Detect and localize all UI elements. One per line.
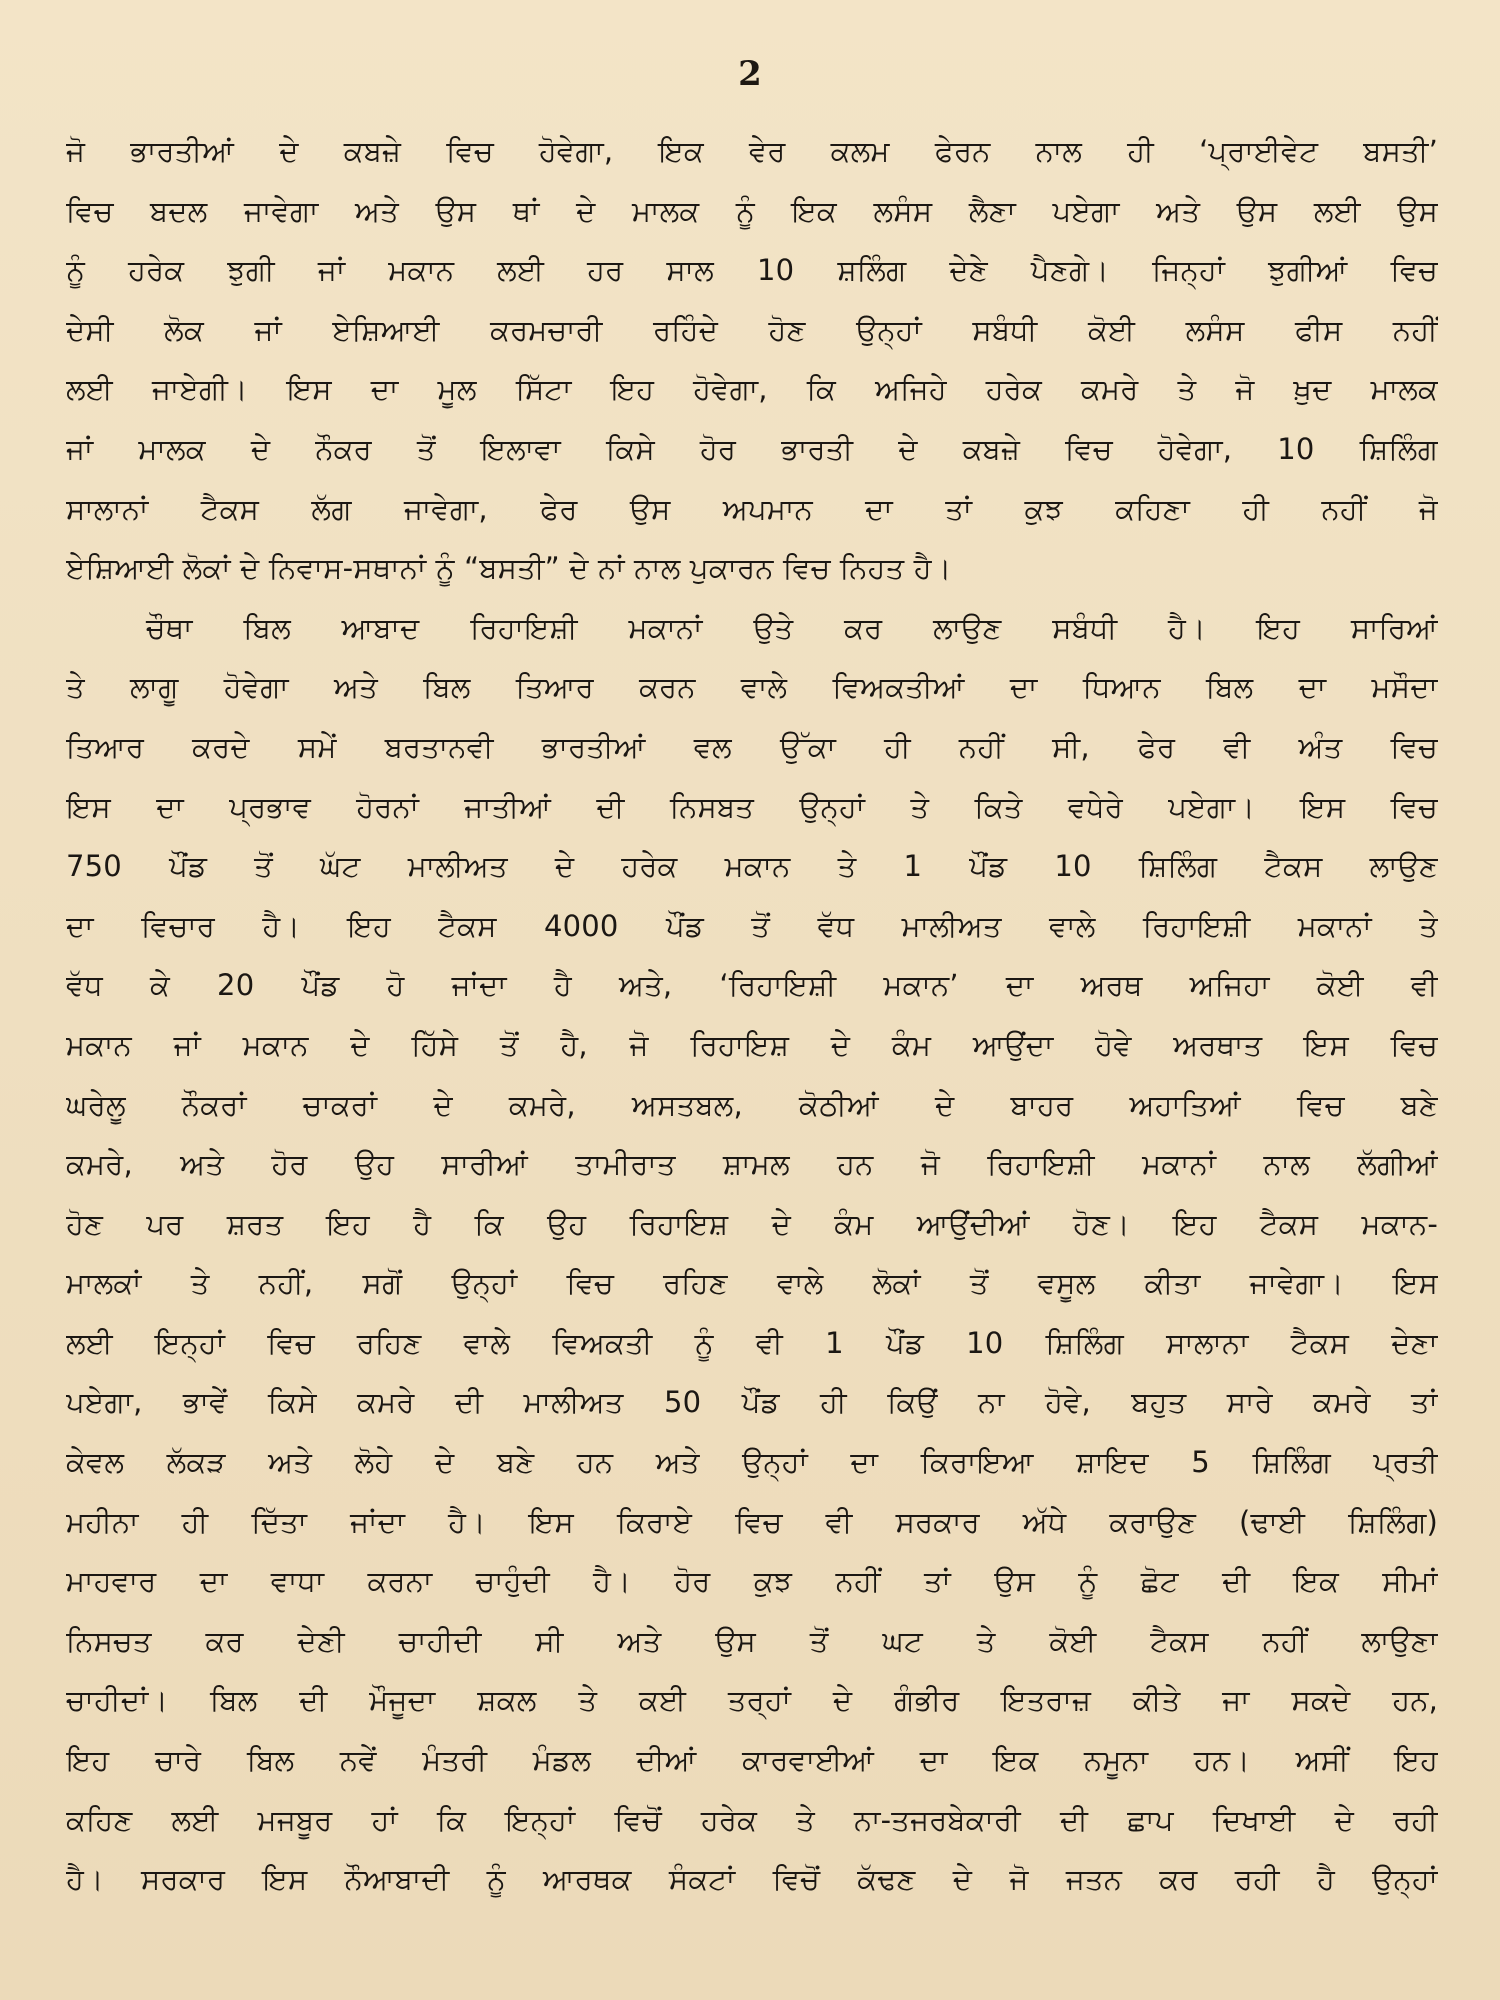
text-line: ਚਾਹੀਦਾਂ। ਬਿਲ ਦੀ ਮੌਜੂਦਾ ਸ਼ਕਲ ਤੇ ਕਈ ਤਰ੍ਹਾਂ ਦੇ ਗੰਭੀਰ ਇਤਰਾਜ਼ ਕੀਤੇ ਜਾ ਸਕਦੇ ਹਨ,: [66, 1683, 1438, 1718]
text-line: ਹੈ। ਸਰਕਾਰ ਇਸ ਨੌਆਬਾਦੀ ਨੂੰ ਆਰਥਕ ਸੰਕਟਾਂ ਵਿਚੋਂ ਕੱਢਣ ਦੇ ਜੋ ਜਤਨ ਕਰ ਰਹੀ ਹੈ ਉਨ੍ਹਾਂ: [66, 1862, 1438, 1897]
text-line: ਪਏਗਾ, ਭਾਵੇਂ ਕਿਸੇ ਕਮਰੇ ਦੀ ਮਾਲੀਅਤ 50 ਪੌਂਡ ਹੀ ਕਿਉਂ ਨਾ ਹੋਵੇ, ਬਹੁਤ ਸਾਰੇ ਕਮਰੇ ਤਾਂ: [66, 1385, 1438, 1420]
text-line: ਦੇਸੀ ਲੋਕ ਜਾਂ ਏਸ਼ਿਆਈ ਕਰਮਚਾਰੀ ਰਹਿੰਦੇ ਹੋਣ ਉਨ੍ਹਾਂ ਸਬੰਧੀ ਕੋਈ ਲਸੰਸ ਫੀਸ ਨਹੀਂ: [66, 312, 1438, 347]
paragraph-first-line: ਚੌਥਾ ਬਿਲ ਆਬਾਦ ਰਿਹਾਇਸ਼ੀ ਮਕਾਨਾਂ ਉਤੇ ਕਰ ਲਾਉਣ ਸਬੰਧੀ ਹੈ। ਇਹ ਸਾਰਿਆਂ: [146, 610, 1438, 645]
page-number: 2: [738, 54, 762, 94]
text-line: ਤੇ ਲਾਗੂ ਹੋਵੇਗਾ ਅਤੇ ਬਿਲ ਤਿਆਰ ਕਰਨ ਵਾਲੇ ਵਿਅਕਤੀਆਂ ਦਾ ਧਿਆਨ ਬਿਲ ਦਾ ਮਸੌਦਾ: [66, 670, 1438, 705]
text-line: ਕੇਵਲ ਲੱਕੜ ਅਤੇ ਲੋਹੇ ਦੇ ਬਣੇ ਹਨ ਅਤੇ ਉਨ੍ਹਾਂ ਦਾ ਕਿਰਾਇਆ ਸ਼ਾਇਦ 5 ਸ਼ਿਲਿੰਗ ਪ੍ਰਤੀ: [66, 1445, 1438, 1480]
text-line: ਘਰੇਲੂ ਨੌਕਰਾਂ ਚਾਕਰਾਂ ਦੇ ਕਮਰੇ, ਅਸਤਬਲ, ਕੋਠੀਆਂ ਦੇ ਬਾਹਰ ਅਹਾਤਿਆਂ ਵਿਚ ਬਣੇ: [66, 1087, 1438, 1122]
text-line: ਇਹ ਚਾਰੇ ਬਿਲ ਨਵੇਂ ਮੰਤਰੀ ਮੰਡਲ ਦੀਆਂ ਕਾਰਵਾਈਆਂ ਦਾ ਇਕ ਨਮੂਨਾ ਹਨ। ਅਸੀਂ ਇਹ: [66, 1743, 1438, 1778]
body-text: [66, 122, 1438, 1910]
text-line: ਮਕਾਨ ਜਾਂ ਮਕਾਨ ਦੇ ਹਿੱਸੇ ਤੋਂ ਹੈ, ਜੋ ਰਿਹਾਇਸ਼ ਦੇ ਕੰਮ ਆਉਂਦਾ ਹੋਵੇ ਅਰਥਾਤ ਇਸ ਵਿਚ: [66, 1027, 1438, 1062]
text-line: ਜਾਂ ਮਾਲਕ ਦੇ ਨੌਕਰ ਤੋਂ ਇਲਾਵਾ ਕਿਸੇ ਹੋਰ ਭਾਰਤੀ ਦੇ ਕਬਜ਼ੇ ਵਿਚ ਹੋਵੇਗਾ, 10 ਸ਼ਿਲਿੰਗ: [66, 431, 1438, 466]
text-line: ਇਸ ਦਾ ਪ੍ਰਭਾਵ ਹੋਰਨਾਂ ਜਾਤੀਆਂ ਦੀ ਨਿਸਬਤ ਉਨ੍ਹਾਂ ਤੇ ਕਿਤੇ ਵਧੇਰੇ ਪਏਗਾ। ਇਸ ਵਿਚ: [66, 789, 1438, 824]
text-line: ਮਾਹਵਾਰ ਦਾ ਵਾਧਾ ਕਰਨਾ ਚਾਹੁੰਦੀ ਹੈ। ਹੋਰ ਕੁਝ ਨਹੀਂ ਤਾਂ ਉਸ ਨੂੰ ਛੋਟ ਦੀ ਇਕ ਸੀਮਾਂ: [66, 1564, 1438, 1599]
text-line: ਨੂੰ ਹਰੇਕ ਝੁਗੀ ਜਾਂ ਮਕਾਨ ਲਈ ਹਰ ਸਾਲ 10 ਸ਼ਲਿੰਗ ਦੇਣੇ ਪੈਣਗੇ। ਜਿਨ੍ਹਾਂ ਝੁਗੀਆਂ ਵਿਚ: [66, 253, 1438, 288]
text-line: ਏਸ਼ਿਆਈ ਲੋਕਾਂ ਦੇ ਨਿਵਾਸ-ਸਥਾਨਾਂ ਨੂੰ “ਬਸਤੀ” ਦੇ ਨਾਂ ਨਾਲ ਪੁਕਾਰਨ ਵਿਚ ਨਿਹਤ ਹੈ।: [66, 551, 952, 586]
text-line: ਵਿਚ ਬਦਲ ਜਾਵੇਗਾ ਅਤੇ ਉਸ ਥਾਂ ਦੇ ਮਾਲਕ ਨੂੰ ਇਕ ਲਸੰਸ ਲੈਣਾ ਪਏਗਾ ਅਤੇ ਉਸ ਲਈ ਉਸ: [66, 193, 1438, 228]
text-line: ਤਿਆਰ ਕਰਦੇ ਸਮੇਂ ਬਰਤਾਨਵੀ ਭਾਰਤੀਆਂ ਵਲ ਉੱਕਾ ਹੀ ਨਹੀਂ ਸੀ, ਫੇਰ ਵੀ ਅੰਤ ਵਿਚ: [66, 729, 1438, 764]
text-line: ਕਹਿਣ ਲਈ ਮਜਬੂਰ ਹਾਂ ਕਿ ਇਨ੍ਹਾਂ ਵਿਚੋਂ ਹਰੇਕ ਤੇ ਨਾ-ਤਜਰਬੇਕਾਰੀ ਦੀ ਛਾਪ ਦਿਖਾਈ ਦੇ ਰਹੀ: [66, 1802, 1438, 1837]
text-line: ਨਿਸਚਤ ਕਰ ਦੇਣੀ ਚਾਹੀਦੀ ਸੀ ਅਤੇ ਉਸ ਤੋਂ ਘਟ ਤੇ ਕੋਈ ਟੈਕਸ ਨਹੀਂ ਲਾਉਣਾ: [66, 1623, 1438, 1658]
text-line: ਦਾ ਵਿਚਾਰ ਹੈ। ਇਹ ਟੈਕਸ 4000 ਪੌਂਡ ਤੋਂ ਵੱਧ ਮਾਲੀਅਤ ਵਾਲੇ ਰਿਹਾਇਸ਼ੀ ਮਕਾਨਾਂ ਤੇ: [66, 908, 1438, 943]
text-line: ਹੋਣ ਪਰ ਸ਼ਰਤ ਇਹ ਹੈ ਕਿ ਉਹ ਰਿਹਾਇਸ਼ ਦੇ ਕੰਮ ਆਉਂਦੀਆਂ ਹੋਣ। ਇਹ ਟੈਕਸ ਮਕਾਨ-: [66, 1206, 1438, 1241]
text-line: ਲਈ ਇਨ੍ਹਾਂ ਵਿਚ ਰਹਿਣ ਵਾਲੇ ਵਿਅਕਤੀ ਨੂੰ ਵੀ 1 ਪੌਂਡ 10 ਸ਼ਿਲਿੰਗ ਸਾਲਾਨਾ ਟੈਕਸ ਦੇਣਾ: [66, 1325, 1438, 1360]
text-line: ਜੋ ਭਾਰਤੀਆਂ ਦੇ ਕਬਜ਼ੇ ਵਿਚ ਹੋਵੇਗਾ, ਇਕ ਵੇਰ ਕਲਮ ਫੇਰਨ ਨਾਲ ਹੀ ‘ਪ੍ਰਾਈਵੇਟ ਬਸਤੀ’: [66, 134, 1438, 168]
text-line: ਕਮਰੇ, ਅਤੇ ਹੋਰ ਉਹ ਸਾਰੀਆਂ ਤਾਮੀਰਾਤ ਸ਼ਾਮਲ ਹਨ ਜੋ ਰਿਹਾਇਸ਼ੀ ਮਕਾਨਾਂ ਨਾਲ ਲੱਗੀਆਂ: [66, 1147, 1438, 1182]
text-line: ਵੱਧ ਕੇ 20 ਪੌਂਡ ਹੋ ਜਾਂਦਾ ਹੈ ਅਤੇ, ‘ਰਿਹਾਇਸ਼ੀ ਮਕਾਨ’ ਦਾ ਅਰਥ ਅਜਿਹਾ ਕੋਈ ਵੀ: [66, 968, 1438, 1003]
text-line: 750 ਪੌਂਡ ਤੋਂ ਘੱਟ ਮਾਲੀਅਤ ਦੇ ਹਰੇਕ ਮਕਾਨ ਤੇ 1 ਪੌਂਡ 10 ਸ਼ਿਲਿੰਗ ਟੈਕਸ ਲਾਉਣ: [66, 849, 1438, 884]
text-line: ਸਾਲਾਨਾਂ ਟੈਕਸ ਲੱਗ ਜਾਵੇਗਾ, ਫੇਰ ਉਸ ਅਪਮਾਨ ਦਾ ਤਾਂ ਕੁਝ ਕਹਿਣਾ ਹੀ ਨਹੀਂ ਜੋ: [66, 491, 1438, 526]
text-line: ਲਈ ਜਾਏਗੀ। ਇਸ ਦਾ ਮੂਲ ਸਿੱਟਾ ਇਹ ਹੋਵੇਗਾ, ਕਿ ਅਜਿਹੇ ਹਰੇਕ ਕਮਰੇ ਤੇ ਜੋ ਖ਼ੁਦ ਮਾਲਕ: [66, 372, 1438, 407]
text-line: ਮਹੀਨਾ ਹੀ ਦਿੱਤਾ ਜਾਂਦਾ ਹੈ। ਇਸ ਕਿਰਾਏ ਵਿਚ ਵੀ ਸਰਕਾਰ ਅੱਧੇ ਕਰਾਉਣ (ਢਾਈ ਸ਼ਿਲਿੰਗ): [66, 1504, 1438, 1539]
text-line: ਮਾਲਕਾਂ ਤੇ ਨਹੀਂ, ਸਗੋਂ ਉਨ੍ਹਾਂ ਵਿਚ ਰਹਿਣ ਵਾਲੇ ਲੋਕਾਂ ਤੋਂ ਵਸੂਲ ਕੀਤਾ ਜਾਵੇਗਾ। ਇਸ: [66, 1266, 1438, 1301]
